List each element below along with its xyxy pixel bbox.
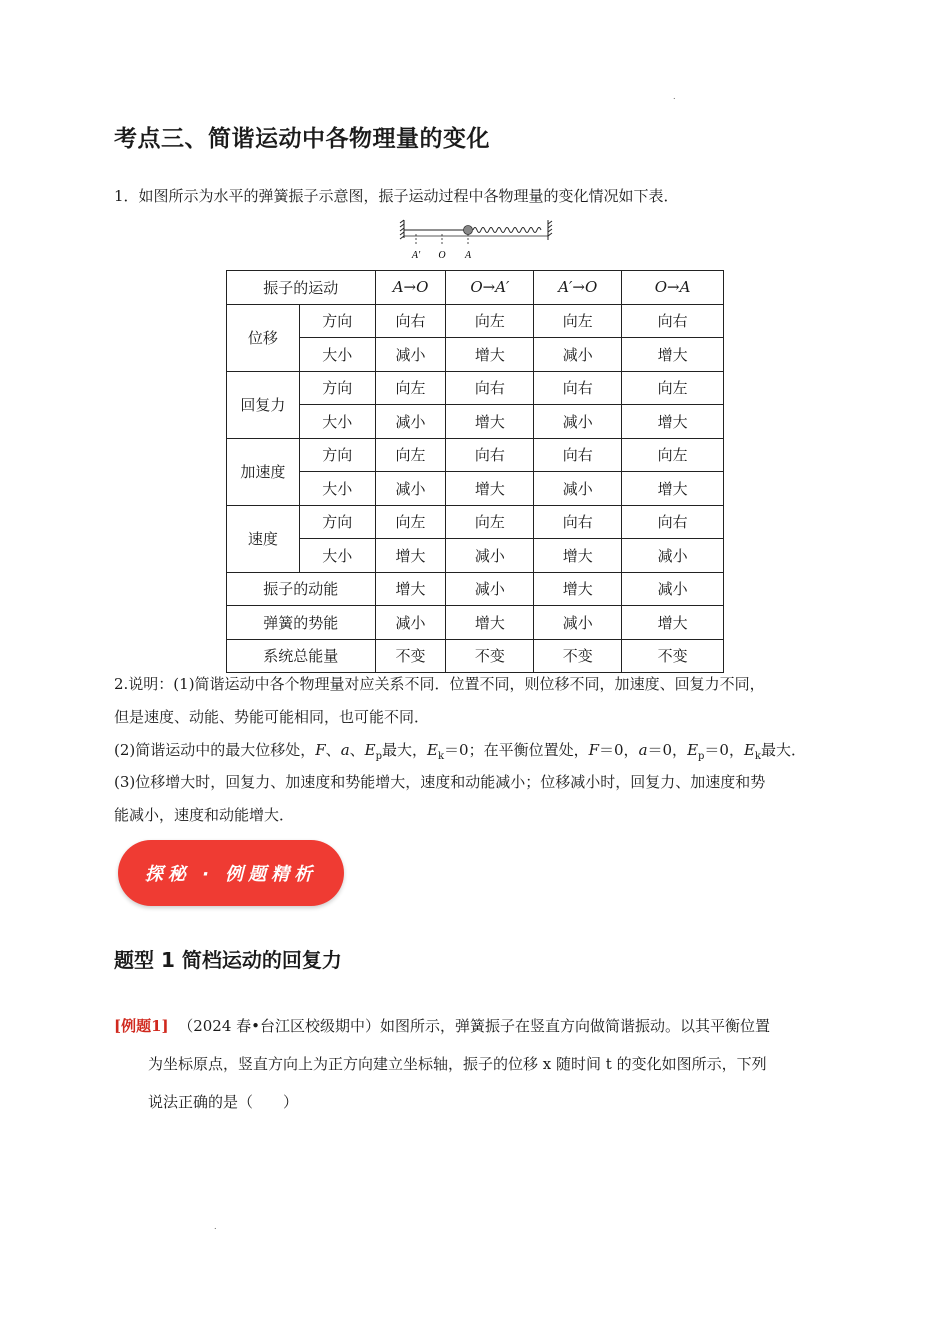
- table-cell: 向左: [622, 438, 724, 472]
- question-type-title: 题型 1 简档运动的回复力: [114, 948, 342, 972]
- header-cell: 振子的运动: [227, 271, 376, 305]
- table-cell: 减小: [534, 338, 622, 372]
- table-cell: 向右: [622, 304, 724, 338]
- header-dot: .: [673, 92, 676, 101]
- header-cell: A→O: [375, 271, 446, 305]
- label-o: O: [438, 250, 446, 261]
- table-cell: 不变: [534, 639, 622, 673]
- group-label: 速度: [227, 505, 300, 572]
- example-line3: 说法正确的是（ ）: [148, 1093, 299, 1111]
- table-cell: 增大: [622, 472, 724, 506]
- table-cell: 向右: [534, 371, 622, 405]
- table-row: [227, 505, 724, 539]
- sub-label: 大小: [299, 539, 375, 573]
- left-wall: [400, 220, 404, 239]
- sub-label: 大小: [299, 472, 375, 506]
- row-label: 弹簧的势能: [227, 606, 376, 640]
- example-line2: 为坐标原点，竖直方向上为正方向建立坐标轴，振子的位移 x 随时间 t 的变化如图所示，下列: [148, 1055, 767, 1073]
- table-cell: 增大: [534, 539, 622, 573]
- table-cell: 增大: [622, 405, 724, 439]
- header-cell: O→A: [622, 271, 724, 305]
- table-cell: 增大: [446, 472, 534, 506]
- example-tag: [例题1]: [114, 1017, 169, 1035]
- table-cell: 减小: [446, 572, 534, 606]
- sub-label: 大小: [299, 405, 375, 439]
- table-row: [227, 405, 724, 439]
- sub-label: 方向: [299, 371, 375, 405]
- table-cell: 减小: [534, 405, 622, 439]
- table-row: [227, 472, 724, 506]
- table-cell: 向左: [446, 304, 534, 338]
- note-1-line2: 但是速度、动能、势能可能相同，也可能不同．: [114, 708, 430, 726]
- section-title: 考点三、简谐运动中各物理量的变化: [114, 126, 490, 152]
- label-a: A: [464, 250, 472, 261]
- table-header-row: [227, 271, 724, 305]
- quantity-table: [226, 270, 724, 673]
- table-cell: 增大: [446, 405, 534, 439]
- example-section-badge: 探秘 · 例题精析: [118, 840, 344, 906]
- table-cell: 减小: [375, 472, 446, 506]
- table-cell: 增大: [534, 572, 622, 606]
- table-cell: 减小: [446, 539, 534, 573]
- table-cell: 向右: [446, 371, 534, 405]
- table-cell: 向右: [534, 438, 622, 472]
- table-cell: 不变: [375, 639, 446, 673]
- sub-label: 方向: [299, 304, 375, 338]
- table-row: [227, 539, 724, 573]
- table-cell: 减小: [622, 572, 724, 606]
- table-cell: 向右: [375, 304, 446, 338]
- note-3-line1: (3)位移增大时，回复力、加速度和势能增大，速度和动能减小；位移减小时，回复力、加速度和势: [114, 773, 766, 791]
- table-cell: 向右: [534, 505, 622, 539]
- sub-label: 大小: [299, 338, 375, 372]
- table-row: [227, 572, 724, 606]
- table-cell: 向左: [375, 371, 446, 405]
- table-cell: 减小: [534, 606, 622, 640]
- intro-text: 1．如图所示为水平的弹簧振子示意图，振子运动过程中各物理量的变化情况如下表．: [114, 187, 679, 205]
- table-cell: 增大: [446, 338, 534, 372]
- sub-label: 方向: [299, 505, 375, 539]
- table-cell: 减小: [375, 338, 446, 372]
- right-wall: [548, 220, 552, 240]
- table-cell: 向右: [446, 438, 534, 472]
- label-a-prime: A′: [411, 250, 421, 261]
- spring: [473, 228, 541, 233]
- table-cell: 增大: [375, 539, 446, 573]
- table-cell: 向左: [375, 505, 446, 539]
- row-label: 系统总能量: [227, 639, 376, 673]
- table-cell: 减小: [375, 405, 446, 439]
- group-label: 加速度: [227, 438, 300, 505]
- note-2: (2)简谐运动中的最大位移处，F、a、$E_p$最大，$E_k=0$；在平衡位置处，F＝0，a＝0，$E_p=0$，$E_k$最大．: [114, 741, 806, 762]
- oscillator-ball: [464, 226, 473, 235]
- example-line1: [例题1] （2024 春•台江区校级期中）如图所示，弹簧振子在竖直方向做简谐振动。以其平衡位置: [114, 1017, 770, 1035]
- table-cell: 增大: [375, 572, 446, 606]
- row-label: 振子的动能: [227, 572, 376, 606]
- sub-label: 方向: [299, 438, 375, 472]
- table-row: [227, 338, 724, 372]
- note-1-line1: 2.说明：(1)简谐运动中各个物理量对应关系不同．位置不同，则位移不同，加速度、回复力不同，: [114, 675, 765, 693]
- table-cell: 不变: [446, 639, 534, 673]
- table-cell: 增大: [622, 338, 724, 372]
- table-row: [227, 304, 724, 338]
- table-cell: 增大: [622, 606, 724, 640]
- table-cell: 向左: [534, 304, 622, 338]
- group-label: 回复力: [227, 371, 300, 438]
- table-row: [227, 438, 724, 472]
- table-cell: 减小: [622, 539, 724, 573]
- table-cell: 减小: [375, 606, 446, 640]
- table-cell: 向左: [446, 505, 534, 539]
- footer-dot: .: [214, 1222, 217, 1231]
- table-cell: 不变: [622, 639, 724, 673]
- spring-oscillator-diagram: [396, 216, 556, 264]
- header-cell: A′→O: [534, 271, 622, 305]
- table-cell: 向左: [622, 371, 724, 405]
- group-label: 位移: [227, 304, 300, 371]
- table-cell: 向右: [622, 505, 724, 539]
- note-3-line2: 能减小，速度和动能增大．: [114, 806, 295, 824]
- table-cell: 减小: [534, 472, 622, 506]
- table-cell: 增大: [446, 606, 534, 640]
- table-cell: 向左: [375, 438, 446, 472]
- table-row: [227, 606, 724, 640]
- table-row: [227, 371, 724, 405]
- header-cell: O→A′: [446, 271, 534, 305]
